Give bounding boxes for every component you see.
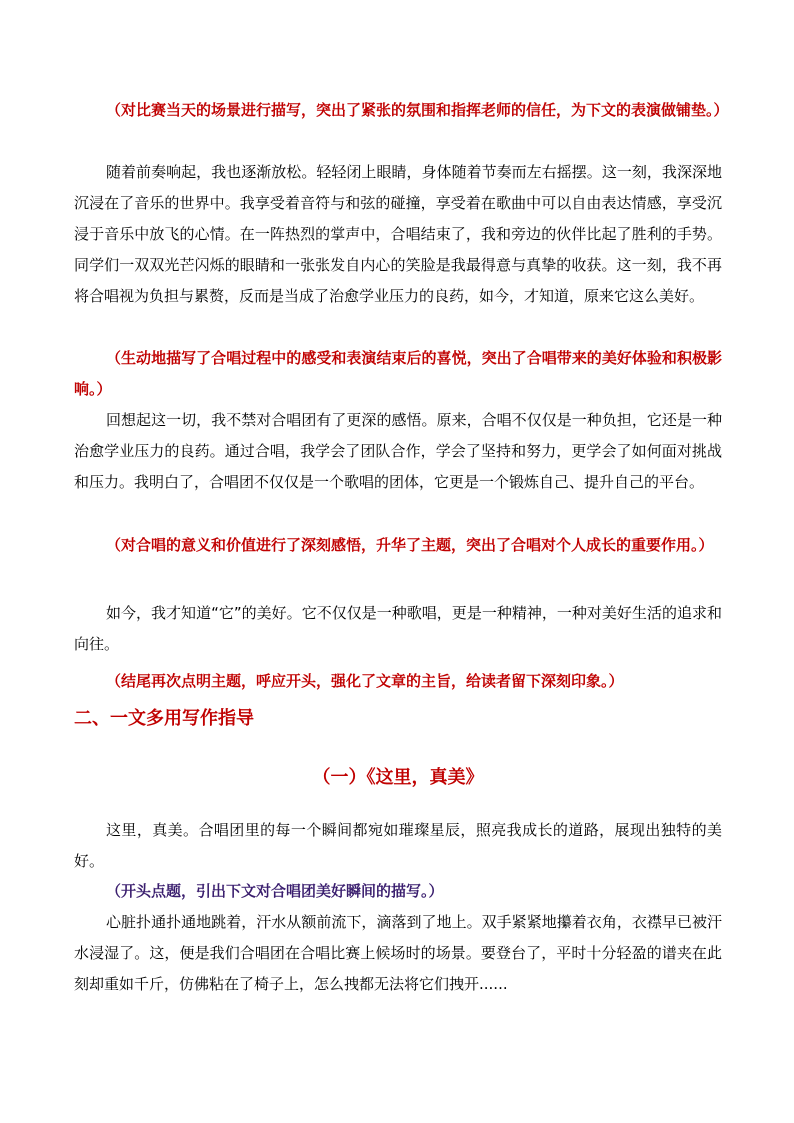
section-heading: 二、一文多用写作指导	[74, 708, 254, 729]
body-paragraph-2: 回想起这一切，我不禁对合唱团有了更深的感悟。原来，合唱不仅仅是一种负担，它还是一种治愈学业压力的良药。通过合唱，我学会了团队合作，学会了坚持和努力，更学会了如何面对挑战和压力。我明白了，合唱团不仅仅是一个歌唱的团体，它更是一个锻炼自己、提升自己的平台。	[74, 411, 722, 491]
commentary-note-4: （结尾再次点明主题，呼应开头，强化了文章的主旨，给读者留下深刻印象。）	[106, 672, 624, 690]
commentary-note-2: （生动地描写了合唱过程中的感受和表演结束后的喜悦，突出了合唱带来的美好体验和积极影响。）	[74, 349, 722, 398]
commentary-note-1: （对比赛当天的场景进行描写，突出了紧张的氛围和指挥老师的信任，为下文的表演做铺垫。）	[106, 101, 729, 119]
essay-commentary-note-1: （开头点题，引出下文对合唱团美好瞬间的描写。）	[106, 882, 444, 900]
essay-paragraph-2: 心脏扑通扑通地跳着，汗水从额前流下，滴落到了地上。双手紧紧地攥着衣角，衣襟早已被汗水浸湿了。这，便是我们合唱团在合唱比赛上候场时的场景。要登台了，平时十分轻盈的谱夹在此刻却重如千斤，仿佛粘在了椅子上，怎么拽都无法将它们拽开......	[74, 913, 722, 993]
essay-title: （一）《这里，真美》	[312, 767, 484, 788]
body-paragraph-1: 随着前奏响起，我也逐渐放松。轻轻闭上眼睛，身体随着节奏而左右摇摆。这一刻，我深深地沉浸在了音乐的世界中。我享受着音符与和弦的碰撞，享受着在歌曲中可以自由表达情感，享受沉浸于音乐中放飞的心情。在一阵热烈的掌声中，合唱结束了，我和旁边的伙伴比起了胜利的手势。同学们一双双光芒闪烁的眼睛和一张张发自内心的笑脸是我最得意与真挚的收获。这一刻，我不再将合唱视为负担与累赘，反而是当成了治愈学业压力的良药，如今，才知道，原来它这么美好。	[74, 163, 722, 305]
commentary-note-3: （对合唱的意义和价值进行了深刻感悟，升华了主题，突出了合唱对个人成长的重要作用。）	[106, 536, 714, 554]
essay-paragraph-1: 这里，真美。合唱团里的每一个瞬间都宛如璀璨星辰，照亮我成长的道路，展现出独特的美好。	[74, 821, 722, 870]
body-paragraph-3: 如今，我才知道“它”的美好。它不仅仅是一种歌唱，更是一种精神，一种对美好生活的追求和向往。	[74, 604, 722, 653]
